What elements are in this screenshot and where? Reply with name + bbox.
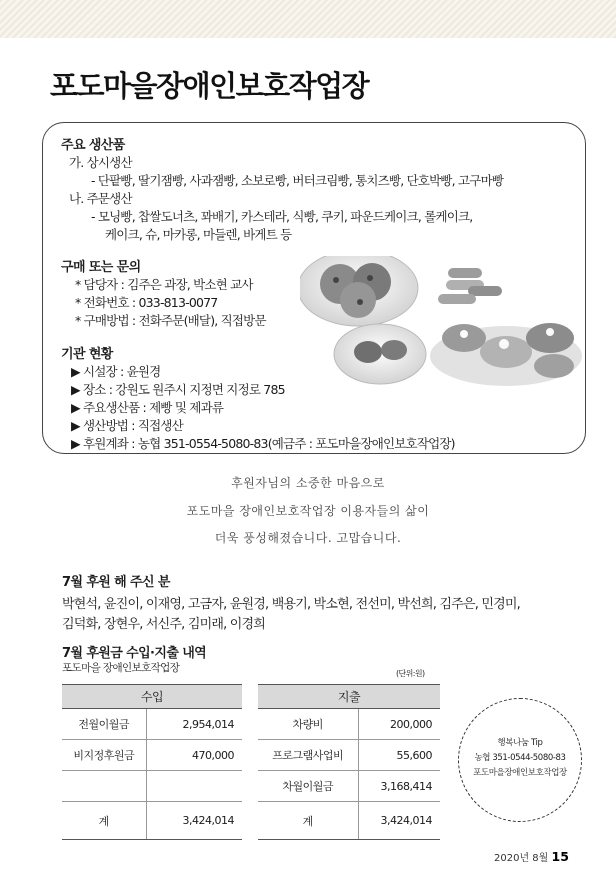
table-row [62, 709, 242, 740]
expense-total-label: 계 [258, 802, 358, 840]
expense-value: 200,000 [358, 709, 440, 740]
expense-label: 차월이월금 [258, 771, 358, 802]
order-production-items-cont: 케이크, 슈, 마카롱, 마들렌, 바게트 등 [105, 227, 292, 242]
table-row [258, 771, 440, 802]
thanks-line-3: 더욱 풍성해졌습니다. 고맙습니다. [214, 531, 402, 545]
income-total-label: 계 [62, 802, 146, 840]
donation-tip-badge [458, 698, 582, 822]
finance-unit: (단위:원) [396, 669, 425, 678]
thanks-line-2: 포도마을 장애인보호작업장 이용자들의 삶이 [186, 504, 430, 518]
expense-value: 55,600 [358, 740, 440, 771]
macaron-icon [448, 268, 482, 278]
products-title: 주요 생산품 [61, 138, 125, 153]
contact-title: 구매 또는 문의 [61, 260, 141, 275]
order-production-label: 나. 주문생산 [69, 191, 132, 206]
institution-account: ▶ 후원계좌 : 농협 351-0554-5080-83(예금주 : 포도마을장애인보호작업장) [71, 436, 455, 451]
regular-production-items: - 단팥빵, 딸기잼빵, 사과잼빵, 소보로빵, 버터크림빵, 통치즈빵, 단호박빵, 고구마빵 [91, 173, 504, 188]
expense-total-value: 3,424,014 [358, 802, 440, 840]
expense-header: 지출 [258, 685, 440, 709]
table-row [258, 740, 440, 771]
expense-value: 3,168,414 [358, 771, 440, 802]
page-number: 15 [551, 849, 569, 864]
madeleine-icon [354, 341, 382, 363]
tip-holder: 포도마을장애인보호작업장 [473, 768, 567, 778]
header-stripe [0, 0, 616, 38]
contact-phone: * 전화번호 : 033-813-0077 [75, 295, 218, 310]
income-label [62, 771, 146, 802]
donors-title: 7월 후원 해 주신 분 [62, 575, 170, 590]
order-production-items: - 모닝빵, 찹쌀도너츠, 꽈배기, 카스테라, 식빵, 쿠키, 파운드케이크, 롤케이크, [91, 209, 473, 224]
table-row [62, 771, 242, 802]
income-value [146, 771, 242, 802]
institution-head: ▶ 시설장 : 윤원경 [71, 364, 161, 379]
table-row [258, 709, 440, 740]
regular-production-label: 가. 상시생산 [69, 155, 132, 170]
institution-main-products: ▶ 주요생산품 : 제빵 및 제과류 [71, 400, 224, 415]
income-total-value: 3,424,014 [146, 802, 242, 840]
page-footer [494, 849, 569, 864]
income-header: 수입 [62, 685, 242, 709]
bakery-products-photo [300, 256, 582, 390]
institution-title: 기관 현황 [61, 347, 113, 362]
donors-line-1: 박현석, 윤진이, 이재영, 고금자, 윤원경, 백용기, 박소현, 전선미, 박선희, 김주은, 민경미, [62, 597, 520, 612]
institution-address: ▶ 장소 : 강원도 원주시 지정면 지정로 785 [71, 382, 285, 397]
contact-manager: * 담당자 : 김주은 과장, 박소현 교사 [75, 277, 253, 292]
expense-label: 프로그램사업비 [258, 740, 358, 771]
income-label: 비지정후원금 [62, 740, 146, 771]
issue-date: 2020년 8월 [494, 853, 549, 864]
expense-label: 차량비 [258, 709, 358, 740]
income-label: 전월이월금 [62, 709, 146, 740]
income-table [62, 684, 242, 840]
contact-method: * 구매방법 : 전화주문(배달), 직접방문 [75, 313, 266, 328]
income-total-row [62, 802, 242, 840]
finance-title: 7월 후원금 수입·지출 내역 [62, 646, 207, 661]
finance-org: 포도마을 장애인보호작업장 [62, 662, 180, 674]
expense-table [258, 684, 440, 840]
table-row [62, 740, 242, 771]
institution-production: ▶ 생산방법 : 직접생산 [71, 418, 183, 433]
page-title: 포도마을장애인보호작업장 [50, 69, 369, 103]
donors-line-2: 김덕화, 장현우, 서신주, 김미래, 이경희 [62, 617, 266, 632]
tip-title: 행복나눔 Tip [497, 738, 543, 748]
expense-total-row [258, 802, 440, 840]
income-value: 2,954,014 [146, 709, 242, 740]
income-value: 470,000 [146, 740, 242, 771]
tip-account: 농협 351-0544-5080-83 [474, 753, 566, 763]
thanks-line-1: 후원자님의 소중한 마음으로 [231, 476, 385, 490]
